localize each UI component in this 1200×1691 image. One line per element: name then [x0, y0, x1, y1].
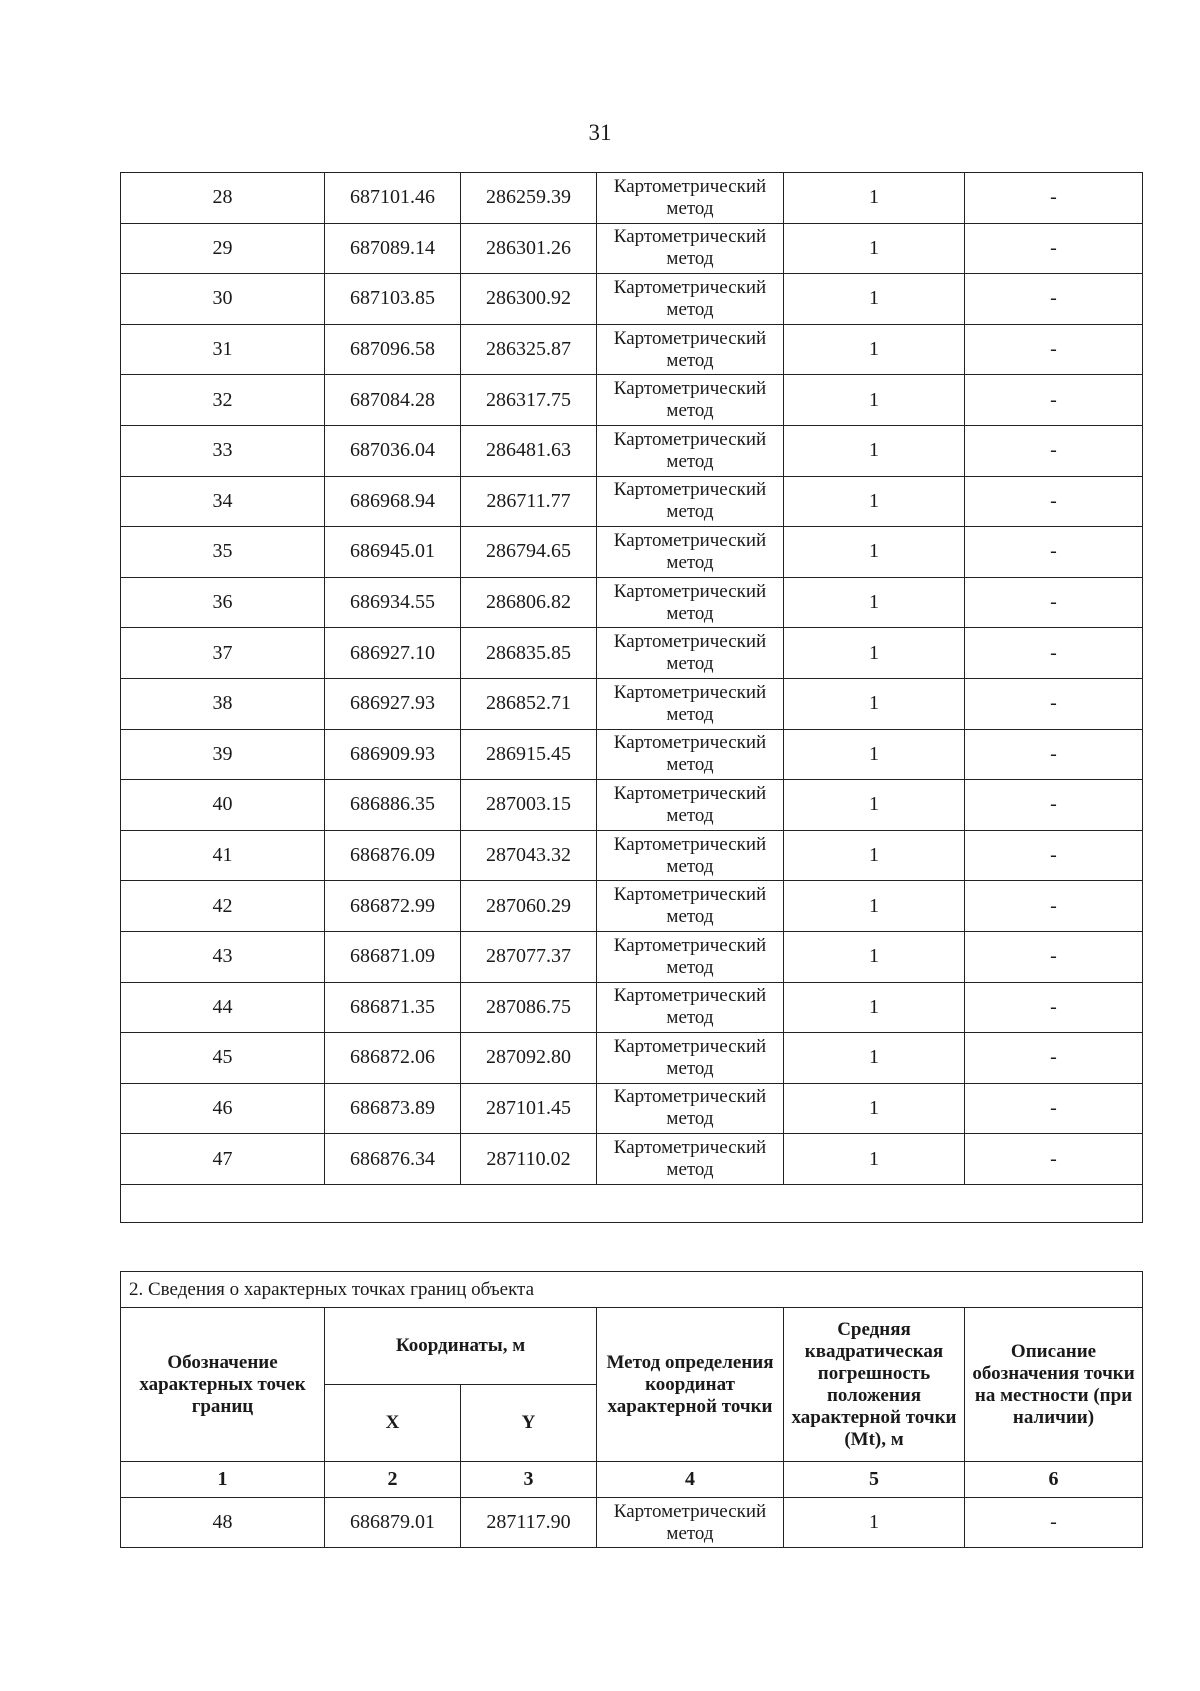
coord-y: 286259.39 — [461, 173, 597, 224]
page-number: 31 — [588, 120, 612, 145]
method: Картометрический метод — [597, 527, 784, 578]
method: Картометрический метод — [597, 678, 784, 729]
description: - — [965, 1033, 1143, 1084]
mean-square-error: 1 — [784, 628, 965, 679]
blank-cell — [121, 1184, 1143, 1222]
method: Картометрический метод — [597, 375, 784, 426]
description: - — [965, 476, 1143, 527]
method: Картометрический метод — [597, 982, 784, 1033]
coordinates-table-continued — [120, 172, 1143, 1223]
coord-x: 686934.55 — [325, 577, 461, 628]
table-row — [121, 577, 1143, 628]
boundary-points-table — [120, 1271, 1143, 1548]
table-row — [121, 375, 1143, 426]
mean-square-error: 1 — [784, 223, 965, 274]
table-row — [121, 1498, 1143, 1548]
point-number: 42 — [121, 881, 325, 932]
method: Картометрический метод — [597, 628, 784, 679]
column-number: 3 — [461, 1462, 597, 1498]
mean-square-error: 1 — [784, 780, 965, 831]
point-number: 37 — [121, 628, 325, 679]
description: - — [965, 577, 1143, 628]
coord-x: 686886.35 — [325, 780, 461, 831]
method: Картометрический метод — [597, 274, 784, 325]
coord-x: 686927.10 — [325, 628, 461, 679]
point-number: 43 — [121, 931, 325, 982]
table-row — [121, 173, 1143, 224]
point-number: 44 — [121, 982, 325, 1033]
description: - — [965, 982, 1143, 1033]
description: - — [965, 1083, 1143, 1134]
header-description: Описание обозначения точки на местности (при наличии) — [965, 1308, 1143, 1462]
table-row — [121, 1033, 1143, 1084]
mean-square-error: 1 — [784, 729, 965, 780]
mean-square-error: 1 — [784, 527, 965, 578]
coord-y: 287117.90 — [461, 1498, 597, 1548]
point-number: 32 — [121, 375, 325, 426]
point-number: 36 — [121, 577, 325, 628]
description: - — [965, 527, 1143, 578]
coord-y: 287110.02 — [461, 1134, 597, 1185]
description: - — [965, 931, 1143, 982]
coord-y: 286794.65 — [461, 527, 597, 578]
mean-square-error: 1 — [784, 274, 965, 325]
method: Картометрический метод — [597, 780, 784, 831]
mean-square-error: 1 — [784, 1498, 965, 1548]
coord-x: 686871.09 — [325, 931, 461, 982]
coord-x: 686876.34 — [325, 1134, 461, 1185]
description: - — [965, 274, 1143, 325]
table-row — [121, 324, 1143, 375]
mean-square-error: 1 — [784, 173, 965, 224]
point-number: 46 — [121, 1083, 325, 1134]
point-number: 47 — [121, 1134, 325, 1185]
coord-x: 687103.85 — [325, 274, 461, 325]
coord-x: 687036.04 — [325, 425, 461, 476]
description: - — [965, 375, 1143, 426]
coord-y: 286806.82 — [461, 577, 597, 628]
description: - — [965, 223, 1143, 274]
method: Картометрический метод — [597, 1083, 784, 1134]
method: Картометрический метод — [597, 324, 784, 375]
method: Картометрический метод — [597, 881, 784, 932]
header-y: Y — [461, 1385, 597, 1462]
coord-y: 287043.32 — [461, 830, 597, 881]
point-number: 30 — [121, 274, 325, 325]
method: Картометрический метод — [597, 223, 784, 274]
column-number: 5 — [784, 1462, 965, 1498]
coord-x: 686876.09 — [325, 830, 461, 881]
coord-y: 286711.77 — [461, 476, 597, 527]
column-number: 1 — [121, 1462, 325, 1498]
table-row — [121, 830, 1143, 881]
description: - — [965, 678, 1143, 729]
method: Картометрический метод — [597, 476, 784, 527]
point-number: 35 — [121, 527, 325, 578]
mean-square-error: 1 — [784, 1033, 965, 1084]
coord-y: 286317.75 — [461, 375, 597, 426]
table-row — [121, 780, 1143, 831]
coord-y: 286301.26 — [461, 223, 597, 274]
mean-square-error: 1 — [784, 1134, 965, 1185]
coord-x: 686927.93 — [325, 678, 461, 729]
method: Картометрический метод — [597, 577, 784, 628]
table-row — [121, 223, 1143, 274]
point-number: 41 — [121, 830, 325, 881]
coord-y: 287060.29 — [461, 881, 597, 932]
coord-x: 686945.01 — [325, 527, 461, 578]
table-row — [121, 931, 1143, 982]
coord-y: 286835.85 — [461, 628, 597, 679]
description: - — [965, 173, 1143, 224]
coord-x: 687096.58 — [325, 324, 461, 375]
coord-y: 286852.71 — [461, 678, 597, 729]
mean-square-error: 1 — [784, 1083, 965, 1134]
coord-y: 286481.63 — [461, 425, 597, 476]
mean-square-error: 1 — [784, 931, 965, 982]
coord-y: 287092.80 — [461, 1033, 597, 1084]
section-title: 2. Сведения о характерных точках границ объекта — [121, 1272, 1143, 1308]
coord-x: 686968.94 — [325, 476, 461, 527]
coord-x: 686872.99 — [325, 881, 461, 932]
description: - — [965, 830, 1143, 881]
coord-y: 287003.15 — [461, 780, 597, 831]
description: - — [965, 729, 1143, 780]
point-number: 39 — [121, 729, 325, 780]
description: - — [965, 324, 1143, 375]
table-row — [121, 274, 1143, 325]
coord-x: 686879.01 — [325, 1498, 461, 1548]
coord-y: 286300.92 — [461, 274, 597, 325]
description: - — [965, 1498, 1143, 1548]
coord-x: 686871.35 — [325, 982, 461, 1033]
point-number: 31 — [121, 324, 325, 375]
header-method: Метод определения координат характерной точки — [597, 1308, 784, 1462]
description: - — [965, 881, 1143, 932]
column-number: 4 — [597, 1462, 784, 1498]
point-number: 28 — [121, 173, 325, 224]
mean-square-error: 1 — [784, 375, 965, 426]
point-number: 34 — [121, 476, 325, 527]
method: Картометрический метод — [597, 931, 784, 982]
point-number: 40 — [121, 780, 325, 831]
table-row — [121, 425, 1143, 476]
mean-square-error: 1 — [784, 577, 965, 628]
header-coordinates: Координаты, м — [325, 1308, 597, 1385]
description: - — [965, 780, 1143, 831]
method: Картометрический метод — [597, 173, 784, 224]
header-mean-square-error: Средняя квадратическая погрешность положения характерной точки (Mt), м — [784, 1308, 965, 1462]
column-number: 2 — [325, 1462, 461, 1498]
point-number: 45 — [121, 1033, 325, 1084]
method: Картометрический метод — [597, 1134, 784, 1185]
method: Картометрический метод — [597, 729, 784, 780]
method: Картометрический метод — [597, 1033, 784, 1084]
coord-x: 687089.14 — [325, 223, 461, 274]
mean-square-error: 1 — [784, 324, 965, 375]
table-row — [121, 678, 1143, 729]
coord-x: 687101.46 — [325, 173, 461, 224]
coord-x: 687084.28 — [325, 375, 461, 426]
coord-y: 286325.87 — [461, 324, 597, 375]
table-row — [121, 982, 1143, 1033]
header-x: X — [325, 1385, 461, 1462]
method: Картометрический метод — [597, 830, 784, 881]
header-point-designation: Обозначение характерных точек границ — [121, 1308, 325, 1462]
table-row — [121, 628, 1143, 679]
blank-row — [121, 1184, 1143, 1222]
mean-square-error: 1 — [784, 476, 965, 527]
coord-x: 686873.89 — [325, 1083, 461, 1134]
mean-square-error: 1 — [784, 425, 965, 476]
coord-y: 287086.75 — [461, 982, 597, 1033]
point-number: 33 — [121, 425, 325, 476]
point-number: 38 — [121, 678, 325, 729]
point-number: 29 — [121, 223, 325, 274]
table-row — [121, 1134, 1143, 1185]
method: Картометрический метод — [597, 425, 784, 476]
table-row — [121, 881, 1143, 932]
mean-square-error: 1 — [784, 830, 965, 881]
coord-x: 686909.93 — [325, 729, 461, 780]
table-row — [121, 1083, 1143, 1134]
coord-y: 287101.45 — [461, 1083, 597, 1134]
description: - — [965, 1134, 1143, 1185]
table-row — [121, 476, 1143, 527]
method: Картометрический метод — [597, 1498, 784, 1548]
column-number: 6 — [965, 1462, 1143, 1498]
mean-square-error: 1 — [784, 982, 965, 1033]
description: - — [965, 425, 1143, 476]
mean-square-error: 1 — [784, 678, 965, 729]
description: - — [965, 628, 1143, 679]
coord-y: 287077.37 — [461, 931, 597, 982]
coord-y: 286915.45 — [461, 729, 597, 780]
table-row — [121, 527, 1143, 578]
table-row — [121, 729, 1143, 780]
point-number: 48 — [121, 1498, 325, 1548]
coord-x: 686872.06 — [325, 1033, 461, 1084]
mean-square-error: 1 — [784, 881, 965, 932]
